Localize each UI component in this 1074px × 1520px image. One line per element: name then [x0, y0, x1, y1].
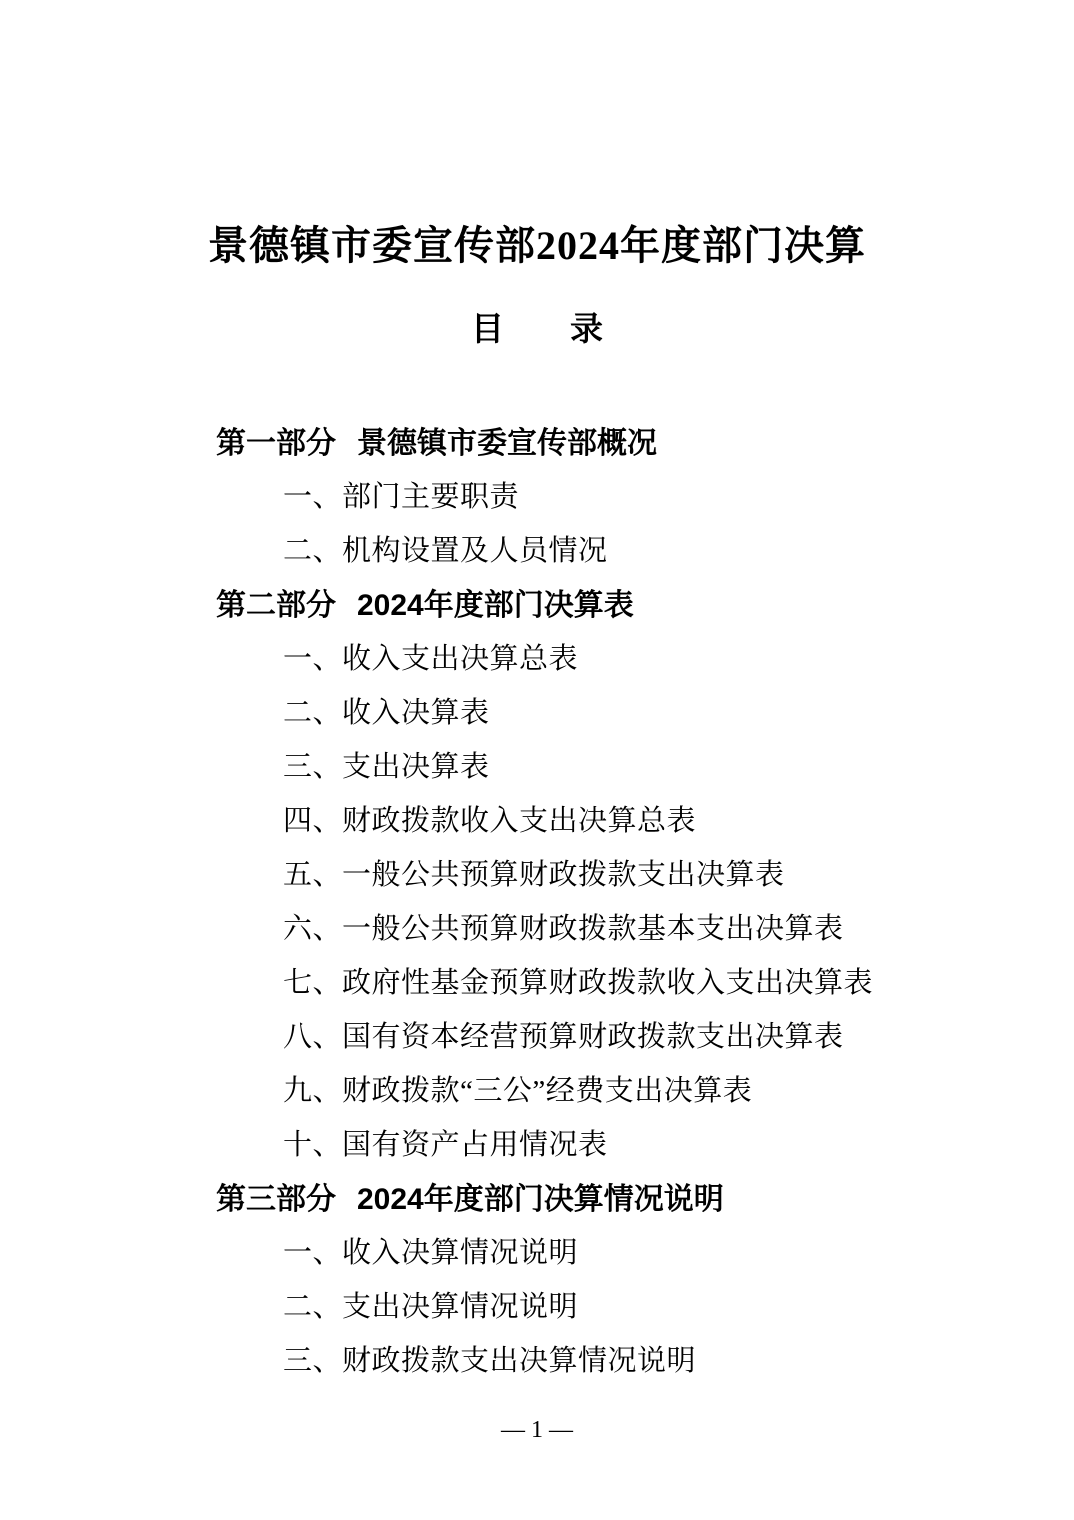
toc-item: 十、国有资产占用情况表 — [283, 1128, 608, 1161]
section-title: 2024年度部门决算表 — [357, 589, 634, 622]
toc-item: 六、一般公共预算财政拨款基本支出决算表 — [283, 912, 844, 945]
toc-item: 八、国有资本经营预算财政拨款支出决算表 — [283, 1020, 844, 1053]
toc-item: 一、收入决算情况说明 — [283, 1236, 579, 1269]
page-number: — 1 — — [501, 1417, 573, 1443]
section-label: 第二部分 — [216, 589, 336, 622]
toc-item: 二、支出决算情况说明 — [283, 1290, 579, 1323]
toc-item: 七、政府性基金预算财政拨款收入支出决算表 — [283, 966, 874, 999]
section-title: 2024年度部门决算情况说明 — [357, 1183, 724, 1216]
section-title: 景德镇市委宣传部概况 — [357, 427, 657, 460]
toc-item: 二、机构设置及人员情况 — [283, 534, 608, 567]
toc-item: 二、收入决算表 — [283, 696, 490, 729]
toc-item: 五、一般公共预算财政拨款支出决算表 — [283, 858, 785, 891]
toc-item: 三、支出决算表 — [283, 750, 490, 783]
toc-item: 一、收入支出决算总表 — [283, 642, 579, 675]
toc-item: 九、财政拨款“三公”经费支出决算表 — [283, 1074, 753, 1107]
toc-item: 三、财政拨款支出决算情况说明 — [283, 1344, 697, 1377]
document-title: 景德镇市委宣传部2024年度部门决算 — [208, 222, 866, 268]
toc-item: 四、财政拨款收入支出决算总表 — [283, 804, 697, 837]
section-label: 第三部分 — [216, 1183, 336, 1216]
toc-section-heading-part3 — [0, 1169, 1074, 1223]
toc-item: 一、部门主要职责 — [283, 480, 520, 513]
table-of-contents — [0, 413, 1074, 1385]
toc-heading: 目 录 — [471, 312, 603, 348]
toc-section-heading-part1 — [0, 413, 1074, 467]
section-label: 第一部分 — [216, 427, 336, 460]
toc-section-heading-part2 — [0, 575, 1074, 629]
